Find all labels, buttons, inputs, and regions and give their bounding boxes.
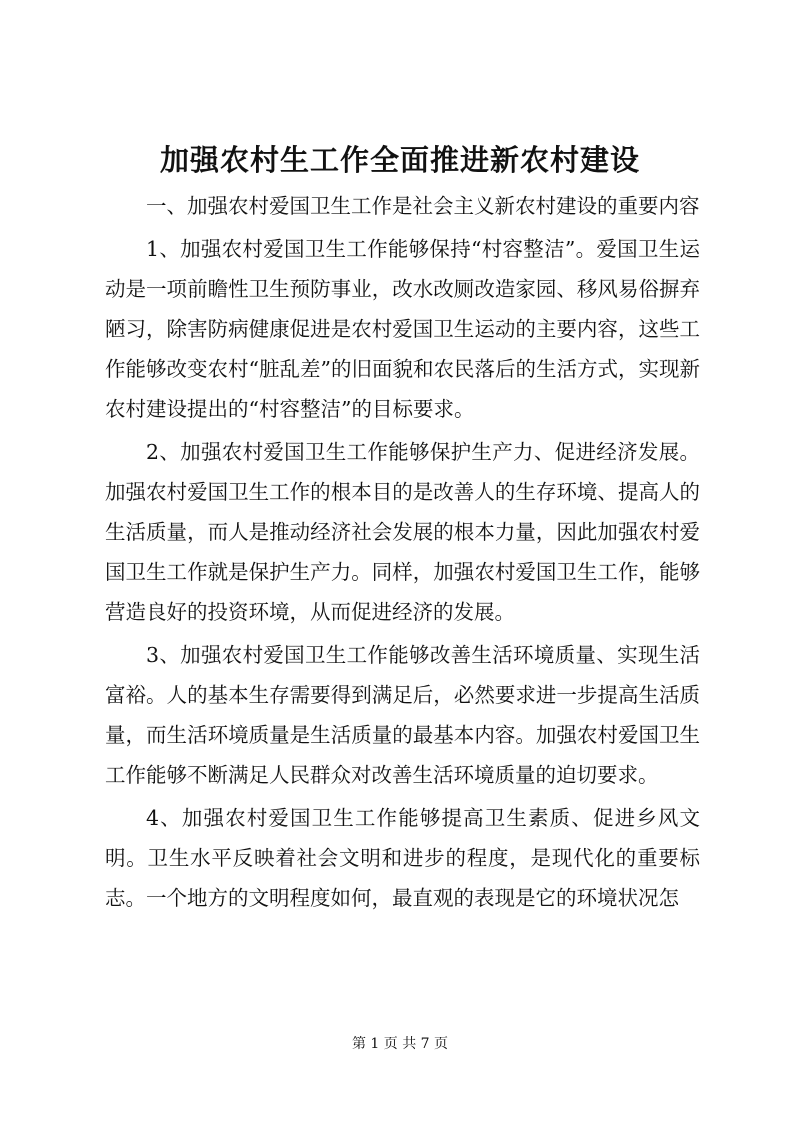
paragraph-3: 3、加强农村爱国卫生工作能够改善生活环境质量、实现生活富裕。人的基本生存需要得到满足后，必然要求进一步提高生活质量，而生活环境质量是生活质量的最基本内容。加强农村爱国卫生工作能够不断满足人民群众对改善生活环境质量的迫切要求。 (105, 643, 700, 787)
section-heading: 一、加强农村爱国卫生工作是社会主义新农村建设的重要内容 (146, 194, 700, 218)
document-body (105, 186, 700, 921)
paragraph-1: 1、加强农村爱国卫生工作能够保持“村容整洁”。爱国卫生运动是一项前瞻性卫生预防事业，改水改厕改造家园、移风易俗摒弃陋习，除害防病健康促进是农村爱国卫生运动的主要内容，这些工作能够改变农村“脏乱差”的旧面貌和农民落后的生活方式，实现新农村建设提出的“村容整洁”的目标要求。 (105, 237, 700, 421)
document-title: 加强农村生工作全面推进新农村建设 (159, 143, 640, 177)
paragraph-4: 4、加强农村爱国卫生工作能够提高卫生素质、促进乡风文明。卫生水平反映着社会文明和进步的程度，是现代化的重要标志。一个地方的文明程度如何，最直观的表现是它的环境状况怎 (105, 806, 700, 910)
page-footer: 第 1 页 共 7 页 (351, 1036, 449, 1052)
paragraph-2: 2、加强农村爱国卫生工作能够保护生产力、促进经济发展。加强农村爱国卫生工作的根本目的是改善人的生存环境、提高人的生活质量，而人是推动经济社会发展的根本力量，因此加强农村爱国卫生工作就是保护生产力。同样，加强农村爱国卫生工作，能够营造良好的投资环境，从而促进经济的发展。 (105, 440, 700, 624)
